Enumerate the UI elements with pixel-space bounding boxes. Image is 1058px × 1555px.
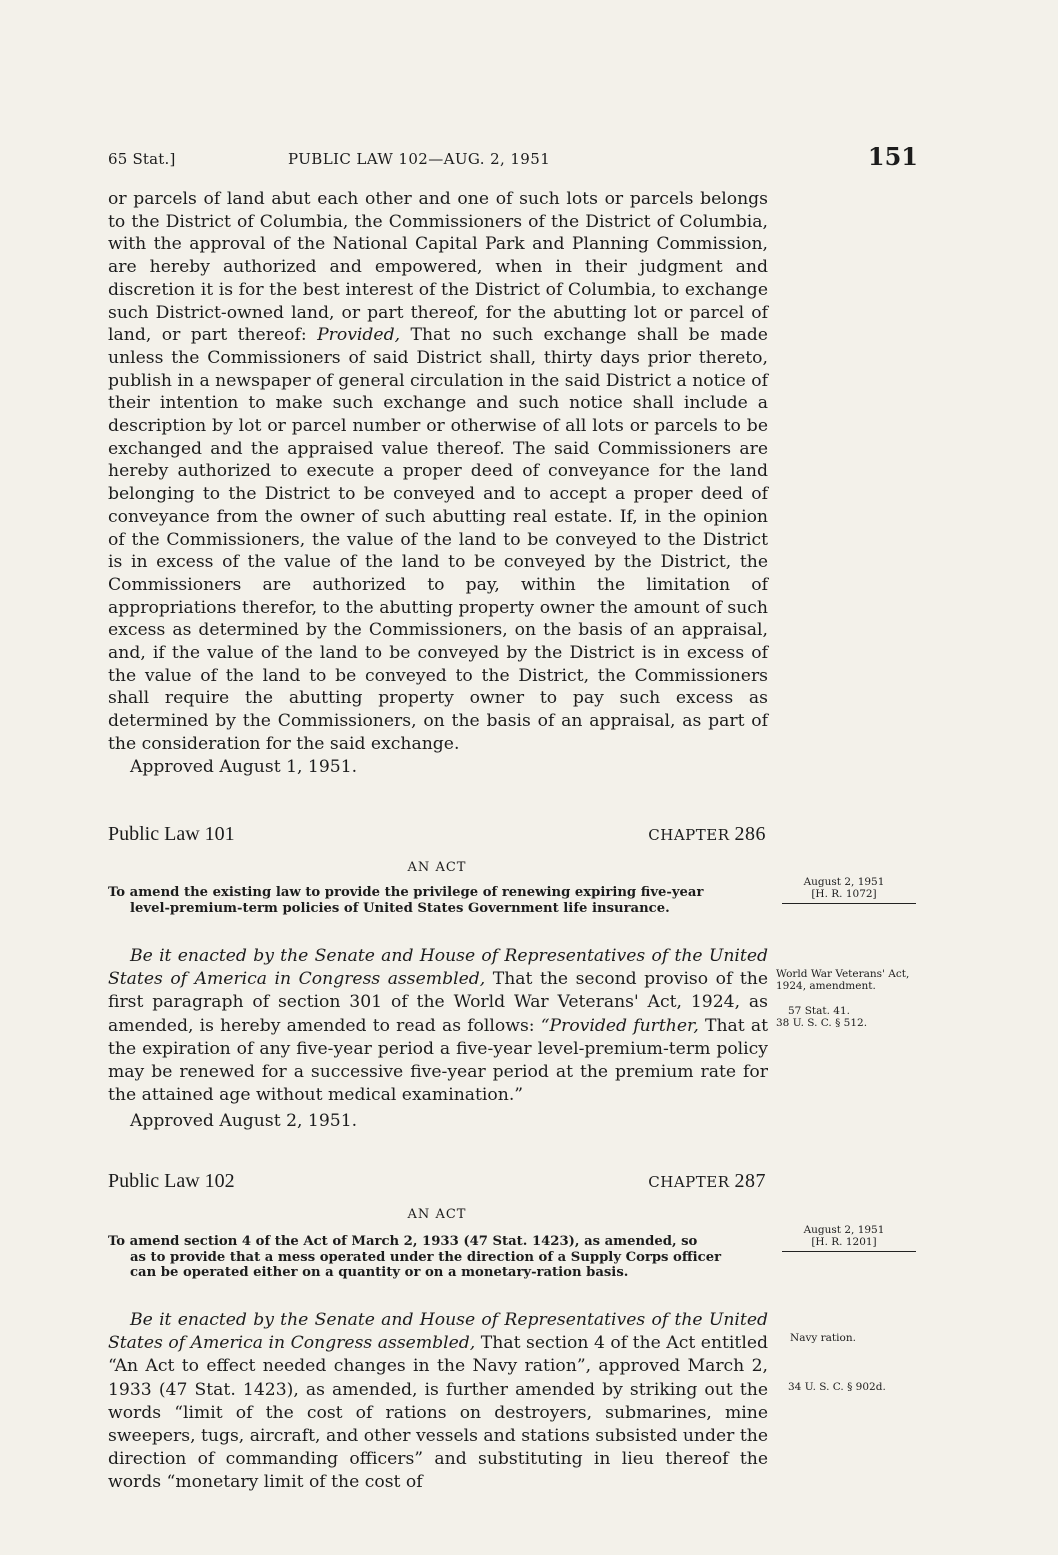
- law-102-chapter: CHAPTER 287: [648, 1170, 766, 1192]
- law-102-text: Be it enacted by the Senate and House of Representatives of the United States of America in Congress assembled, That section 4 of the Act entitled “An Act to effect needed changes in the Navy ration”, approved March 2, 1933 (47 Stat. 1423), as amended, is further amended by striking out the words “limit of the cost of rations on destroyers, submarines, mine sweepers, tugs, aircraft, and other vessels and stations subsisted under the direction of commanding officers” and substituting in lieu thereof the words “monetary limit of the cost of: [108, 1310, 768, 1493]
- law-102-margin-bill: [H. R. 1201]: [811, 1236, 877, 1248]
- law-102-margin-note-usc: 34 U. S. C. § 902d.: [788, 1381, 886, 1393]
- law-101-enacting-clause: Be it enacted by the Senate and House of Representatives of the United States of America in Congress assembled,: [108, 946, 768, 990]
- law-101-text: Be it enacted by the Senate and House of Representatives of the United States of America in Congress assembled, That the second proviso of the first paragraph of section 301 of the World War Veterans' Act, 1924, as amended, is hereby amended to read as follows: “Provided further, That at the expiration of any five-year period a five-year level-premium-term policy may be renewed for a successive five-year period at the premium rate for the attained age without medical examination.”: [108, 946, 768, 1106]
- law-102-number: Public Law 102: [108, 1170, 235, 1192]
- running-title: PUBLIC LAW 102—AUG. 2, 1951: [288, 150, 551, 168]
- law-101-margin-date: August 2, 1951: [803, 876, 885, 888]
- law-101-an-act: AN ACT: [407, 860, 467, 875]
- running-header: [108, 142, 918, 176]
- law-101-title: To amend the existing law to provide the privilege of renewing expiring five-year level-premium-term policies of United States Government life insurance.: [108, 885, 704, 916]
- law-102-enacting-clause: Be it enacted by the Senate and House of Representatives of the United States of America in Congress assembled,: [108, 1310, 768, 1354]
- continuation-section: [108, 188, 768, 778]
- law-102-margin-rule: [782, 1251, 916, 1252]
- law-101-margin-rule: [782, 903, 916, 904]
- law-101-margin-note-subject: World War Veterans' Act, 1924, amendment.: [776, 968, 910, 992]
- law-101-chapter: CHAPTER 286: [648, 823, 766, 845]
- law-101-margin-note-stat: 57 Stat. 41.: [788, 1005, 850, 1017]
- law-102-margin-date: August 2, 1951: [803, 1224, 885, 1236]
- law-102-an-act: AN ACT: [407, 1207, 467, 1222]
- law-102-title: To amend section 4 of the Act of March 2, 1933 (47 Stat. 1423), as amended, so as to provide that a mess operated under the direction of a Supply Corps officer can be operated either on a quantity or on a monetary-ration basis.: [108, 1234, 722, 1280]
- approved-line-law100: Approved August 1, 1951.: [130, 756, 358, 777]
- law-101-heading: [108, 823, 766, 849]
- law-101-number: Public Law 101: [108, 823, 235, 845]
- law-101-quote-italic: “Provided further,: [540, 1015, 699, 1036]
- page-number: 151: [867, 142, 918, 171]
- law-101-approved: Approved August 2, 1951.: [130, 1111, 358, 1131]
- volume-citation: 65 Stat.]: [108, 150, 176, 168]
- law-101-margin-note-usc: 38 U. S. C. § 512.: [776, 1017, 868, 1029]
- continuation-paragraph: or parcels of land abut each other and one of such lots or parcels belongs to the District of Columbia, the Commissioners of the District of Columbia, with the approval of the National Capital Park and Planning Commission, are hereby authorized and empowered, when in their judgment and discretion it is for the best interest of the District of Columbia, to exchange such District-owned land, or part thereof, for the abutting lot or parcel of land, or part thereof: Provided, That no such exchange shall be made unless the Commissioners of said District shall, thirty days prior thereto, publish in a newspaper of general circulation in the said District a notice of their intention to make such exchange and such notice shall include a description by lot or parcel number or otherwise of all lots or parcels to be exchanged and the appraised value thereof. The said Commissioners are hereby authorized to execute a proper deed of conveyance for the land belonging to the District to be conveyed and to accept a proper deed of conveyance from the owner of such abutting real estate. If, in the opinion of the Commissioners, the value of the land to be conveyed to the District is in excess of the value of the land to be conveyed by the District, the Commissioners are authorized to pay, within the limitation of appropriations therefor, to the abutting property owner the amount of such excess as determined by the Commissioners, on the basis of an appraisal, and, if the value of the land to be conveyed by the District is in excess of the value of the land to be conveyed to the District, the Commissioners shall require the abutting property owner to pay such excess as determined by the Commissioners, on the basis of an appraisal, as part of the consideration for the said exchange.: [108, 189, 768, 754]
- law-102-margin-note-subject: Navy ration.: [790, 1332, 856, 1344]
- proviso-word: Provided,: [317, 325, 401, 346]
- law-101-margin-bill: [H. R. 1072]: [811, 888, 877, 900]
- law-102-heading: [108, 1170, 766, 1196]
